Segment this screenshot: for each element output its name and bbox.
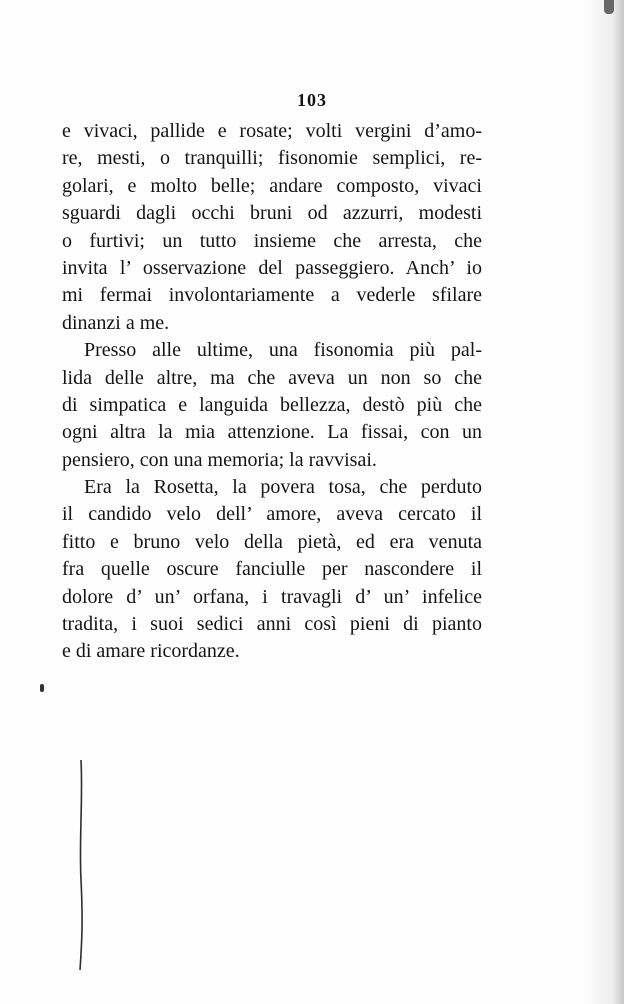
text-line: golari, e molto belle; andare composto, vivaci — [62, 174, 482, 197]
margin-pencil-stroke — [78, 760, 84, 970]
text-line: dinanzi a me. — [62, 311, 170, 334]
paragraph-3 — [62, 474, 482, 666]
text-line: mi fermai involontariamente a vederle sfilare — [62, 284, 482, 307]
corner-ink-mark — [604, 0, 614, 14]
body-text — [62, 118, 482, 666]
text-line: e di amare ricordanze. — [62, 640, 240, 663]
page-edge-shadow — [584, 0, 624, 1004]
text-line: e vivaci, pallide e rosate; volti vergini d’amo- — [62, 120, 482, 142]
text-line: o furtivi; un tutto insieme che arresta, che — [62, 229, 482, 252]
text-line: tradita, i suoi sedici anni così pieni di pianto — [62, 613, 482, 636]
text-line: dolore d’ un’ orfana, i travagli d’ un’ infelice — [62, 585, 482, 608]
text-line: invita l’ osservazione del passeggiero. Anch’ io — [62, 256, 482, 279]
text-line: pensiero, con una memoria; la ravvisai. — [62, 448, 377, 471]
text-line: sguardi dagli occhi bruni od azzurri, modesti — [62, 202, 482, 225]
paragraph-2 — [62, 337, 482, 474]
margin-ink-dot — [40, 684, 44, 692]
text-line: re, mesti, o tranquilli; fisonomie semplici, re- — [62, 147, 482, 170]
text-line: ogni altra la mia attenzione. La fissai, con un — [62, 421, 482, 444]
paragraph-1 — [62, 118, 482, 337]
text-line: di simpatica e languida bellezza, destò più che — [62, 393, 482, 416]
text-line: Era la Rosetta, la povera tosa, che perduto — [84, 476, 482, 499]
text-line: fra quelle oscure fanciulle per nascondere il — [62, 558, 482, 581]
page-number: 103 — [297, 90, 327, 110]
text-line: il candido velo dell’ amore, aveva cercato il — [62, 503, 482, 526]
text-line: fitto e bruno velo della pietà, ed era venuta — [62, 530, 482, 553]
text-line: lida delle altre, ma che aveva un non so che — [62, 366, 482, 389]
text-line: Presso alle ultime, una fisonomia più pal- — [84, 339, 482, 362]
